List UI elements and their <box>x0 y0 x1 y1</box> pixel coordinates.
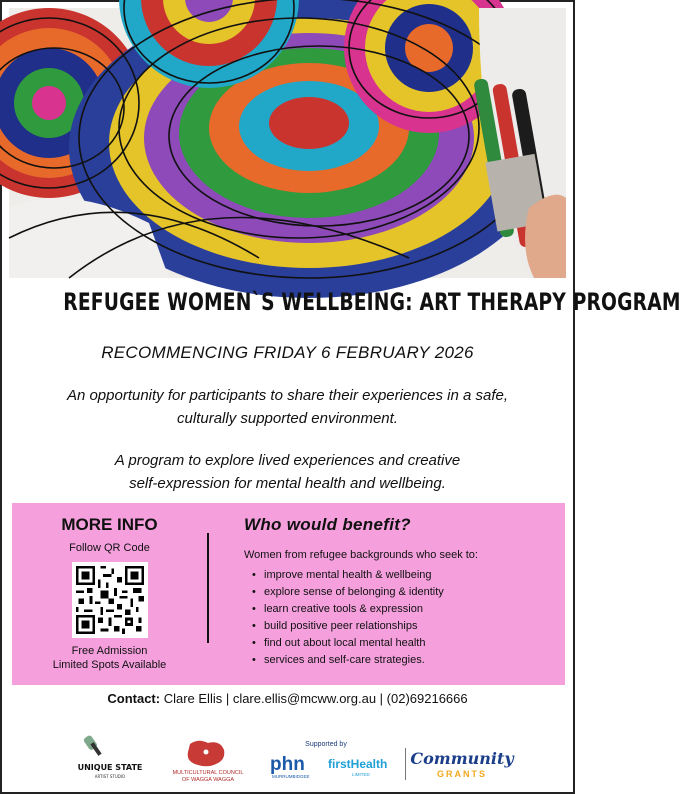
grants-logo-text: GRANTS <box>437 769 487 779</box>
list-item: • explore sense of belonging & identity <box>244 584 554 601</box>
list-item: • build positive peer relationships <box>244 618 554 635</box>
column-divider <box>207 533 209 643</box>
list-item: • learn creative tools & expression <box>244 601 554 618</box>
phn-logo-text: phn <box>270 754 305 775</box>
phn-sub-text: MURRUMBIDGEE <box>272 774 310 779</box>
bullet-icon: • <box>252 637 256 649</box>
intro-line: An opportunity for participants to share their experiences in a safe, <box>66 387 509 404</box>
bullet-icon: • <box>252 603 256 615</box>
list-item: • services and self-care strategies. <box>244 652 554 669</box>
qr-code[interactable] <box>72 562 148 638</box>
list-item: • improve mental health & wellbeing <box>244 567 554 584</box>
supported-by-logos <box>268 736 408 786</box>
intro-line: culturally supported environment. <box>177 410 398 427</box>
qr-label: Follow QR Code <box>69 542 150 554</box>
limited-spots-text: Limited Spots Available <box>52 659 167 671</box>
poster-title: REFUGEE WOMEN`S WELLBEING: ART THERAPY PROGRAM <box>63 288 681 316</box>
sponsor-logos <box>0 734 575 790</box>
admission-info <box>12 644 207 672</box>
benefit-intro: Women from refugee backgrounds who seek to: <box>244 549 478 561</box>
contact-line <box>0 691 575 706</box>
community-grants-logo <box>410 742 514 786</box>
firsthealth-logo-text: firstHealth <box>328 757 388 771</box>
firsthealth-sub-text: LIMITED <box>352 772 370 777</box>
contact-label: Contact: <box>107 691 161 706</box>
intro-paragraph-1 <box>40 384 535 430</box>
date-subtitle: RECOMMENCING FRIDAY 6 FEBRUARY 2026 <box>101 343 474 362</box>
intro-line: self-expression for mental health and wellbeing. <box>129 475 446 492</box>
mcww-line2: OF WAGGA WAGGA <box>181 777 235 783</box>
benefit-column <box>244 503 554 669</box>
intro-line: A program to explore lived experiences and creative <box>114 452 461 469</box>
free-admission-text: Free Admission <box>71 645 148 657</box>
bullet-icon: • <box>252 620 256 632</box>
unique-state-logo <box>78 734 142 782</box>
intro-paragraph-2 <box>40 449 535 495</box>
info-panel <box>12 503 565 685</box>
contact-details[interactable]: Clare Ellis | clare.ellis@mcww.org.au | (02)69216666 <box>163 691 468 706</box>
benefit-list <box>244 567 554 669</box>
mcww-logo <box>162 738 254 784</box>
bullet-icon: • <box>252 586 256 598</box>
more-info-heading: MORE INFO <box>61 515 158 534</box>
bullet-icon: • <box>252 569 256 581</box>
supported-by-label: Supported by <box>305 741 347 748</box>
more-info-column <box>12 503 207 685</box>
benefit-heading: Who would benefit? <box>244 515 411 534</box>
unique-state-name: UNIQUE STATE <box>77 763 143 772</box>
unique-state-sub: ARTIST STUDIO <box>94 774 126 779</box>
mcww-line1: MULTICULTURAL COUNCIL <box>172 770 244 776</box>
list-item: • find out about local mental health <box>244 635 554 652</box>
community-logo-text: Community <box>410 749 514 768</box>
artwork-image <box>9 8 566 278</box>
bullet-icon: • <box>252 654 256 666</box>
